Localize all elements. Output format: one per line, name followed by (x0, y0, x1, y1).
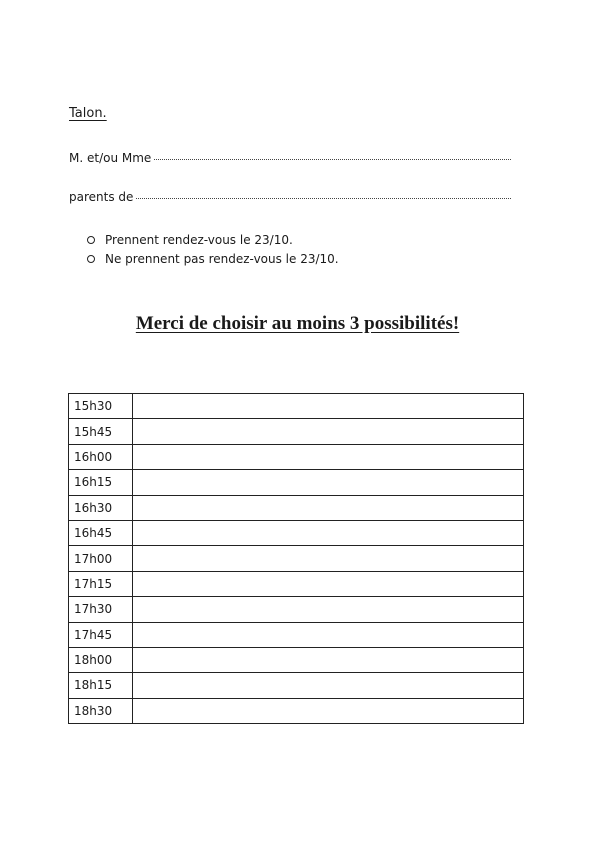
appointment-options (87, 230, 339, 268)
time-slot-entry-cell[interactable] (133, 419, 524, 444)
time-slot-entry-cell[interactable] (133, 597, 524, 622)
table-row (69, 520, 524, 545)
child-name-field[interactable] (69, 190, 511, 204)
time-slot-entry-cell[interactable] (133, 571, 524, 596)
time-slot-entry-cell[interactable] (133, 698, 524, 723)
time-slot-entry-cell[interactable] (133, 470, 524, 495)
table-row (69, 495, 524, 520)
table-row (69, 622, 524, 647)
option-no-label: Ne prennent pas rendez-vous le 23/10. (105, 251, 339, 266)
table-row (69, 419, 524, 444)
time-slot-entry-cell[interactable] (133, 673, 524, 698)
circle-bullet-icon[interactable] (87, 236, 95, 244)
parent-name-dotted-line (154, 158, 511, 160)
table-row (69, 597, 524, 622)
time-slot-label: 16h45 (69, 520, 133, 545)
time-slot-table (68, 393, 524, 724)
time-slot-label: 15h30 (69, 394, 133, 419)
time-slot-entry-cell[interactable] (133, 647, 524, 672)
table-row (69, 394, 524, 419)
time-slot-entry-cell[interactable] (133, 394, 524, 419)
time-slot-label: 17h30 (69, 597, 133, 622)
time-slot-label: 16h00 (69, 444, 133, 469)
table-row (69, 673, 524, 698)
time-slot-label: 17h15 (69, 571, 133, 596)
time-slot-label: 17h00 (69, 546, 133, 571)
table-row (69, 546, 524, 571)
option-no[interactable] (87, 249, 339, 268)
table-row (69, 698, 524, 723)
time-slot-label: 17h45 (69, 622, 133, 647)
table-row (69, 470, 524, 495)
table-row (69, 571, 524, 596)
time-slot-entry-cell[interactable] (133, 546, 524, 571)
child-name-dotted-line (136, 197, 511, 199)
parent-name-label: M. et/ou Mme (69, 151, 152, 165)
time-slot-label: 18h15 (69, 673, 133, 698)
time-slot-label: 16h15 (69, 470, 133, 495)
time-slot-entry-cell[interactable] (133, 520, 524, 545)
option-yes-label: Prennent rendez-vous le 23/10. (105, 232, 293, 247)
page-heading: Talon. (69, 106, 107, 121)
time-slot-label: 18h30 (69, 698, 133, 723)
table-row (69, 647, 524, 672)
time-slot-entry-cell[interactable] (133, 495, 524, 520)
time-slot-label: 15h45 (69, 419, 133, 444)
time-slot-label: 16h30 (69, 495, 133, 520)
time-slot-label: 18h00 (69, 647, 133, 672)
option-yes[interactable] (87, 230, 339, 249)
table-row (69, 444, 524, 469)
circle-bullet-icon[interactable] (87, 255, 95, 263)
parent-name-field[interactable] (69, 151, 511, 165)
child-name-label: parents de (69, 190, 134, 204)
time-slot-entry-cell[interactable] (133, 444, 524, 469)
instruction-banner: Merci de choisir au moins 3 possibilités! (135, 313, 460, 334)
time-slot-entry-cell[interactable] (133, 622, 524, 647)
